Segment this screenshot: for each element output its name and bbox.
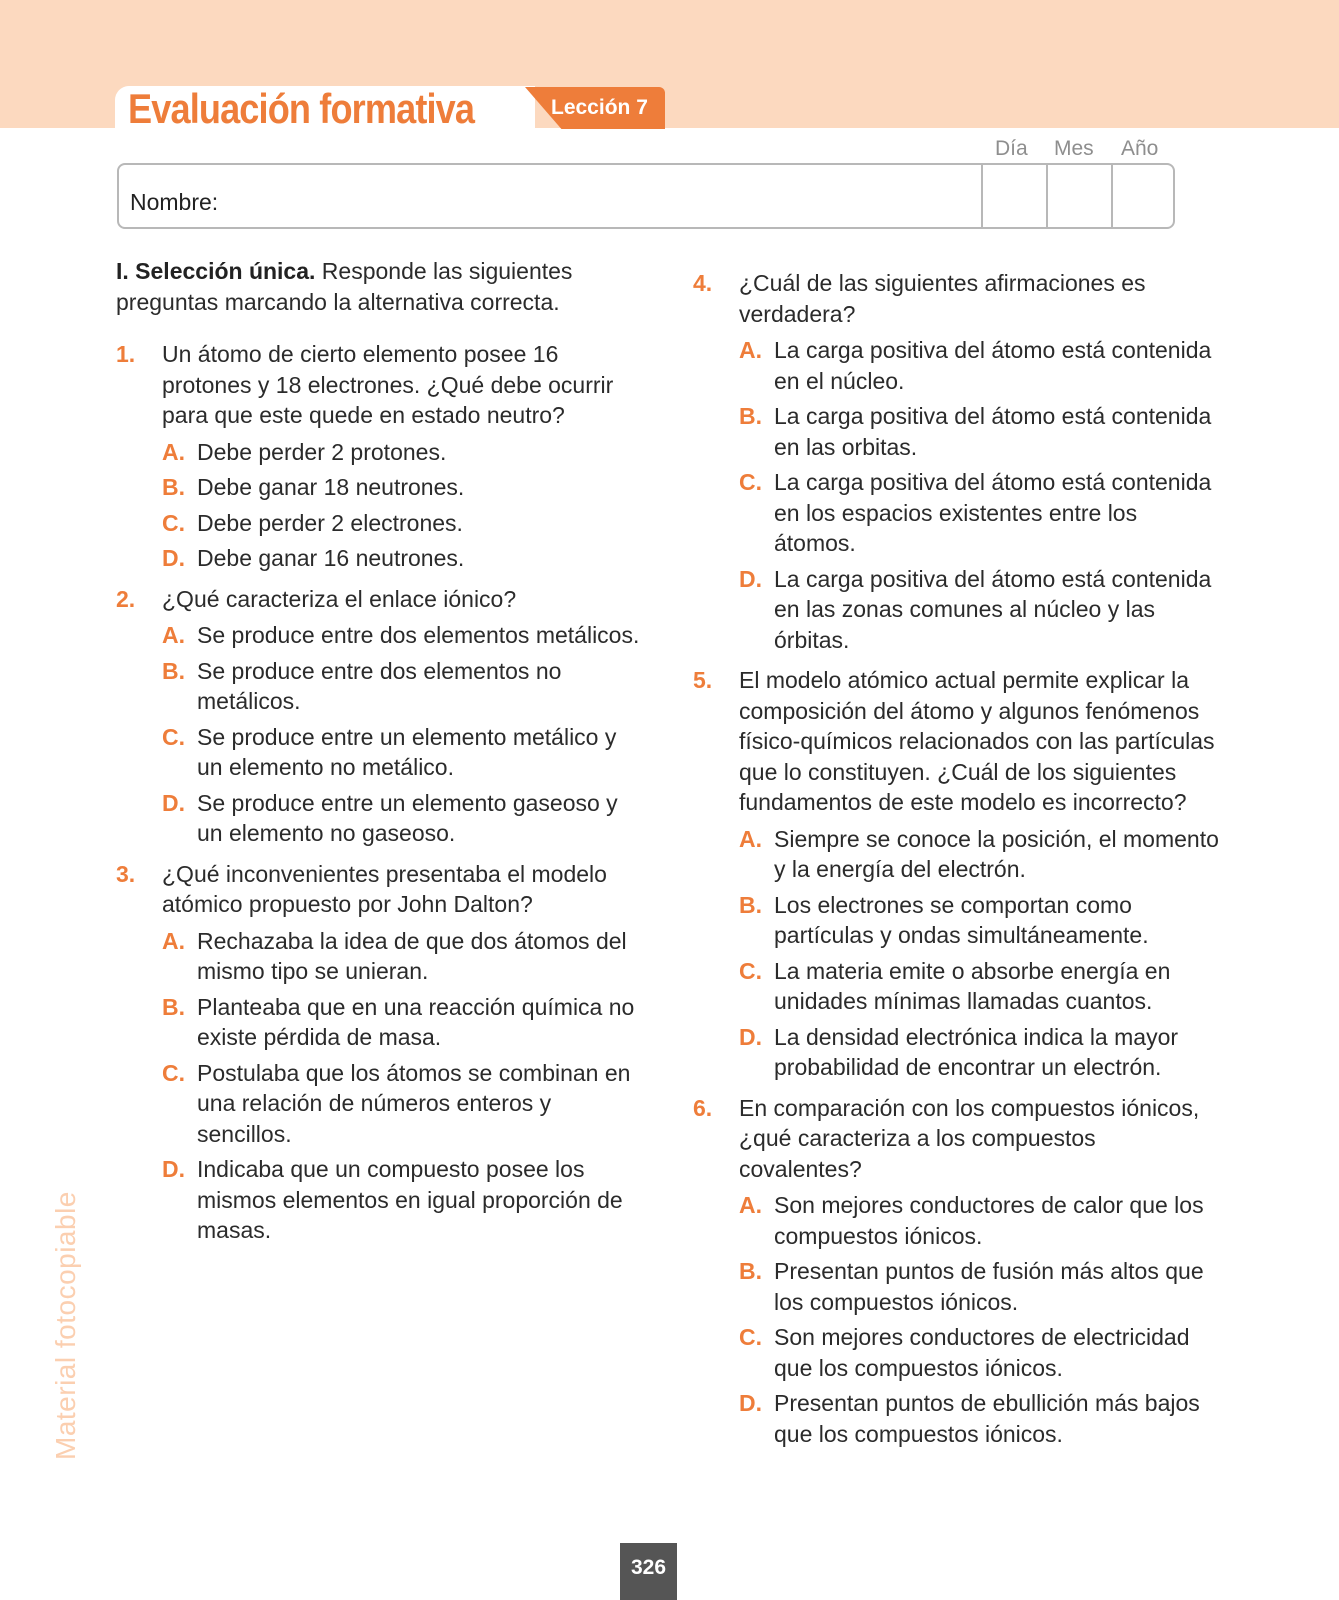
option-1-c[interactable] bbox=[162, 508, 646, 539]
option-2-b[interactable] bbox=[162, 656, 646, 717]
right-column bbox=[693, 268, 1219, 1459]
page-number: 326 bbox=[620, 1543, 677, 1600]
question-number: 2. bbox=[116, 585, 136, 612]
option-letter: C. bbox=[739, 469, 762, 495]
year-label: Año bbox=[1121, 137, 1159, 160]
option-5-a[interactable] bbox=[739, 824, 1219, 885]
option-text: Los electrones se comportan como partículas y ondas simultáneamente. bbox=[774, 891, 1149, 948]
page-title: Evaluación formativa bbox=[128, 85, 475, 132]
year-cell-divider bbox=[1111, 165, 1113, 227]
option-letter: C. bbox=[162, 723, 185, 750]
instructions-text: Responde las siguientes preguntas marcando la alternativa correcta. bbox=[116, 258, 573, 315]
question-text: ¿Qué caracteriza el enlace iónico? bbox=[162, 585, 517, 612]
option-text: Son mejores conductores de calor que los compuestos iónicos. bbox=[774, 1192, 1204, 1249]
option-letter: A. bbox=[162, 622, 185, 648]
name-field[interactable] bbox=[117, 163, 1175, 229]
option-letter: D. bbox=[162, 1156, 185, 1182]
option-letter: B. bbox=[739, 403, 762, 429]
option-text: Indicaba que un compuesto posee los mismos elementos en igual proporción de masas. bbox=[197, 1156, 623, 1243]
question-number: 6. bbox=[693, 1094, 713, 1121]
option-6-a[interactable] bbox=[739, 1190, 1219, 1251]
question-text: ¿Cuál de las siguientes afirmaciones es verdadera? bbox=[739, 270, 1146, 327]
option-text: Debe perder 2 electrones. bbox=[197, 509, 463, 536]
option-2-c[interactable] bbox=[162, 722, 646, 783]
month-cell-divider bbox=[1046, 165, 1048, 227]
option-letter: B. bbox=[162, 474, 185, 500]
option-3-d[interactable] bbox=[162, 1154, 646, 1246]
option-2-a[interactable] bbox=[162, 620, 646, 651]
day-cell-divider bbox=[981, 165, 983, 227]
option-letter: C. bbox=[162, 1059, 185, 1086]
option-letter: D. bbox=[739, 565, 762, 592]
option-letter: A. bbox=[162, 927, 185, 954]
option-6-d[interactable] bbox=[739, 1388, 1219, 1449]
option-letter: A. bbox=[162, 438, 185, 465]
option-1-d[interactable] bbox=[162, 543, 646, 574]
question-number: 4. bbox=[693, 270, 713, 296]
name-label: Nombre: bbox=[130, 189, 219, 215]
option-text: Se produce entre dos elementos metálicos. bbox=[197, 622, 640, 648]
option-6-b[interactable] bbox=[739, 1256, 1219, 1317]
option-text: La carga positiva del átomo está contenida en las zonas comunes al núcleo y las órbitas. bbox=[774, 565, 1212, 653]
instructions bbox=[116, 256, 646, 317]
option-1-a[interactable] bbox=[162, 437, 646, 468]
left-column bbox=[116, 256, 646, 1256]
option-3-a[interactable] bbox=[162, 926, 646, 987]
option-letter: B. bbox=[739, 891, 762, 918]
question-1 bbox=[116, 339, 646, 574]
option-letter: D. bbox=[739, 1023, 762, 1050]
option-letter: D. bbox=[739, 1390, 762, 1416]
option-text: La carga positiva del átomo está contenida en el núcleo. bbox=[774, 337, 1212, 394]
question-text: ¿Qué inconvenientes presentaba el modelo atómico propuesto por John Dalton? bbox=[162, 860, 607, 917]
option-5-c[interactable] bbox=[739, 956, 1219, 1017]
option-text: La carga positiva del átomo está contenida en los espacios existentes entre los átomos. bbox=[774, 469, 1212, 556]
option-text: Se produce entre un elemento metálico y un elemento no metálico. bbox=[197, 723, 617, 780]
question-5 bbox=[693, 665, 1219, 1083]
option-text: Debe perder 2 protones. bbox=[197, 438, 447, 465]
option-text: Se produce entre un elemento gaseoso y un elemento no gaseoso. bbox=[197, 789, 618, 846]
section-heading: I. Selección única. bbox=[116, 258, 316, 284]
option-letter: A. bbox=[739, 825, 762, 852]
option-letter: A. bbox=[739, 337, 762, 363]
question-text: En comparación con los compuestos iónicos, ¿qué caracteriza a los compuestos covalentes? bbox=[739, 1094, 1200, 1182]
option-4-b[interactable] bbox=[739, 401, 1219, 462]
question-list-right bbox=[693, 268, 1219, 1449]
question-number: 3. bbox=[116, 860, 136, 887]
question-number: 1. bbox=[116, 341, 136, 367]
option-text: Rechazaba la idea de que dos átomos del mismo tipo se unieran. bbox=[197, 927, 627, 984]
question-list-left bbox=[116, 339, 646, 1246]
option-text: La carga positiva del átomo está contenida en las orbitas. bbox=[774, 403, 1212, 460]
option-text: Siempre se conoce la posición, el momento y la energía del electrón. bbox=[774, 825, 1219, 882]
option-4-a[interactable] bbox=[739, 335, 1219, 396]
option-4-c[interactable] bbox=[739, 467, 1219, 559]
question-6 bbox=[693, 1093, 1219, 1450]
option-text: Se produce entre dos elementos no metálicos. bbox=[197, 657, 562, 714]
option-text: Debe ganar 16 neutrones. bbox=[197, 545, 465, 571]
option-letter: C. bbox=[739, 957, 762, 984]
question-number: 5. bbox=[693, 667, 713, 693]
month-label: Mes bbox=[1054, 137, 1094, 160]
option-text: La materia emite o absorbe energía en unidades mínimas llamadas cuantos. bbox=[774, 957, 1171, 1014]
option-5-b[interactable] bbox=[739, 890, 1219, 951]
option-text: Presentan puntos de ebullición más bajos que los compuestos iónicos. bbox=[774, 1390, 1200, 1447]
option-2-d[interactable] bbox=[162, 788, 646, 849]
question-text: Un átomo de cierto elemento posee 16 protones y 18 electrones. ¿Qué debe ocurrir para que este quede en estado neutro? bbox=[162, 341, 614, 428]
option-letter: D. bbox=[162, 789, 185, 816]
option-letter: C. bbox=[739, 1324, 762, 1350]
option-text: Son mejores conductores de electricidad que los compuestos iónicos. bbox=[774, 1324, 1190, 1381]
day-label: Día bbox=[995, 137, 1028, 160]
option-3-b[interactable] bbox=[162, 992, 646, 1053]
option-5-d[interactable] bbox=[739, 1022, 1219, 1083]
side-note: Material fotocopiable bbox=[50, 1191, 81, 1460]
option-letter: D. bbox=[162, 545, 185, 571]
option-1-b[interactable] bbox=[162, 472, 646, 503]
option-text: Planteaba que en una reacción química no existe pérdida de masa. bbox=[197, 993, 635, 1050]
option-letter: B. bbox=[162, 657, 185, 684]
option-6-c[interactable] bbox=[739, 1322, 1219, 1383]
option-text: La densidad electrónica indica la mayor probabilidad de encontrar un electrón. bbox=[774, 1023, 1179, 1080]
option-letter: C. bbox=[162, 509, 185, 536]
question-3 bbox=[116, 859, 646, 1246]
option-letter: B. bbox=[162, 993, 185, 1020]
question-4 bbox=[693, 268, 1219, 655]
option-letter: B. bbox=[739, 1258, 762, 1284]
question-text: El modelo atómico actual permite explicar la composición del átomo y algunos fenómenos físico-químicos relacionados con las partículas que lo constituyen. ¿Cuál de los siguientes fundamentos de este modelo es incorrecto? bbox=[739, 667, 1215, 815]
option-text: Presentan puntos de fusión más altos que los compuestos iónicos. bbox=[774, 1258, 1204, 1315]
option-letter: A. bbox=[739, 1192, 762, 1218]
lesson-label: Lección 7 bbox=[551, 96, 648, 119]
option-text: Debe ganar 18 neutrones. bbox=[197, 474, 465, 500]
option-3-c[interactable] bbox=[162, 1058, 646, 1150]
option-text: Postulaba que los átomos se combinan en una relación de números enteros y sencillos. bbox=[197, 1059, 631, 1147]
question-2 bbox=[116, 584, 646, 849]
option-4-d[interactable] bbox=[739, 564, 1219, 656]
